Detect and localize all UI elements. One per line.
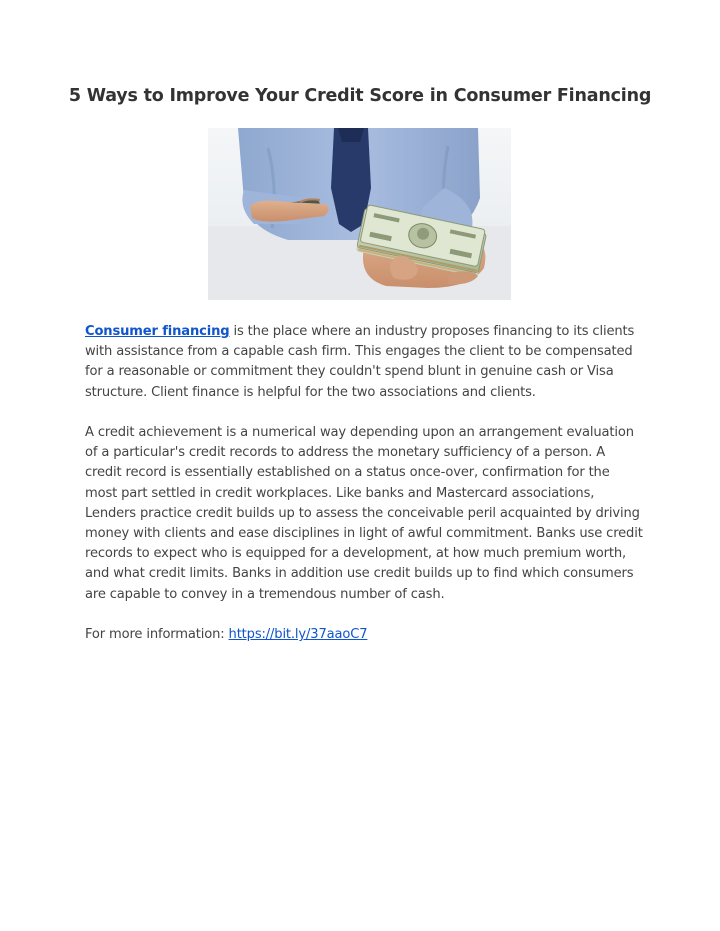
more-information-label: For more information:: [85, 627, 229, 643]
document-title: 5 Ways to Improve Your Credit Score in Consumer Financing: [68, 86, 652, 106]
paragraph-more-information: [85, 625, 645, 645]
article-body: [85, 322, 645, 665]
paragraph-consumer-financing: [85, 322, 645, 403]
more-information-link[interactable]: https://bit.ly/37aaoC7: [228, 627, 368, 643]
paragraph-1-text: is the place where an industry proposes financing to its clients with assistance from a capable cash firm. This engages the client to be compensated for a reasonable or commitment they couldn't spend blunt in genuine cash or Visa structure. Client finance is helpful for the two associations and clients.: [85, 324, 635, 400]
consumer-financing-link[interactable]: Consumer financing: [85, 324, 230, 339]
paragraph-credit-achievement: A credit achievement is a numerical way depending upon an arrangement evaluation of a particular's credit records to address the monetary sufficiency of a person. A credit record is essentially established on a status once-over, confirmation for the most part settled in credit workplaces. Like banks and Mastercard associations, Lenders practice credit builds up to assess the conceivable peril acquainted by driving money with clients and ease disciplines in light of awful commitment. Banks use credit records to expect who is equipped for a development, at how much premium worth, and what credit limits. Banks in addition use credit builds up to find which consumers are capable to convey in a tremendous number of cash.: [85, 425, 643, 602]
hero-image-businessman-offering-cash: [208, 128, 511, 300]
